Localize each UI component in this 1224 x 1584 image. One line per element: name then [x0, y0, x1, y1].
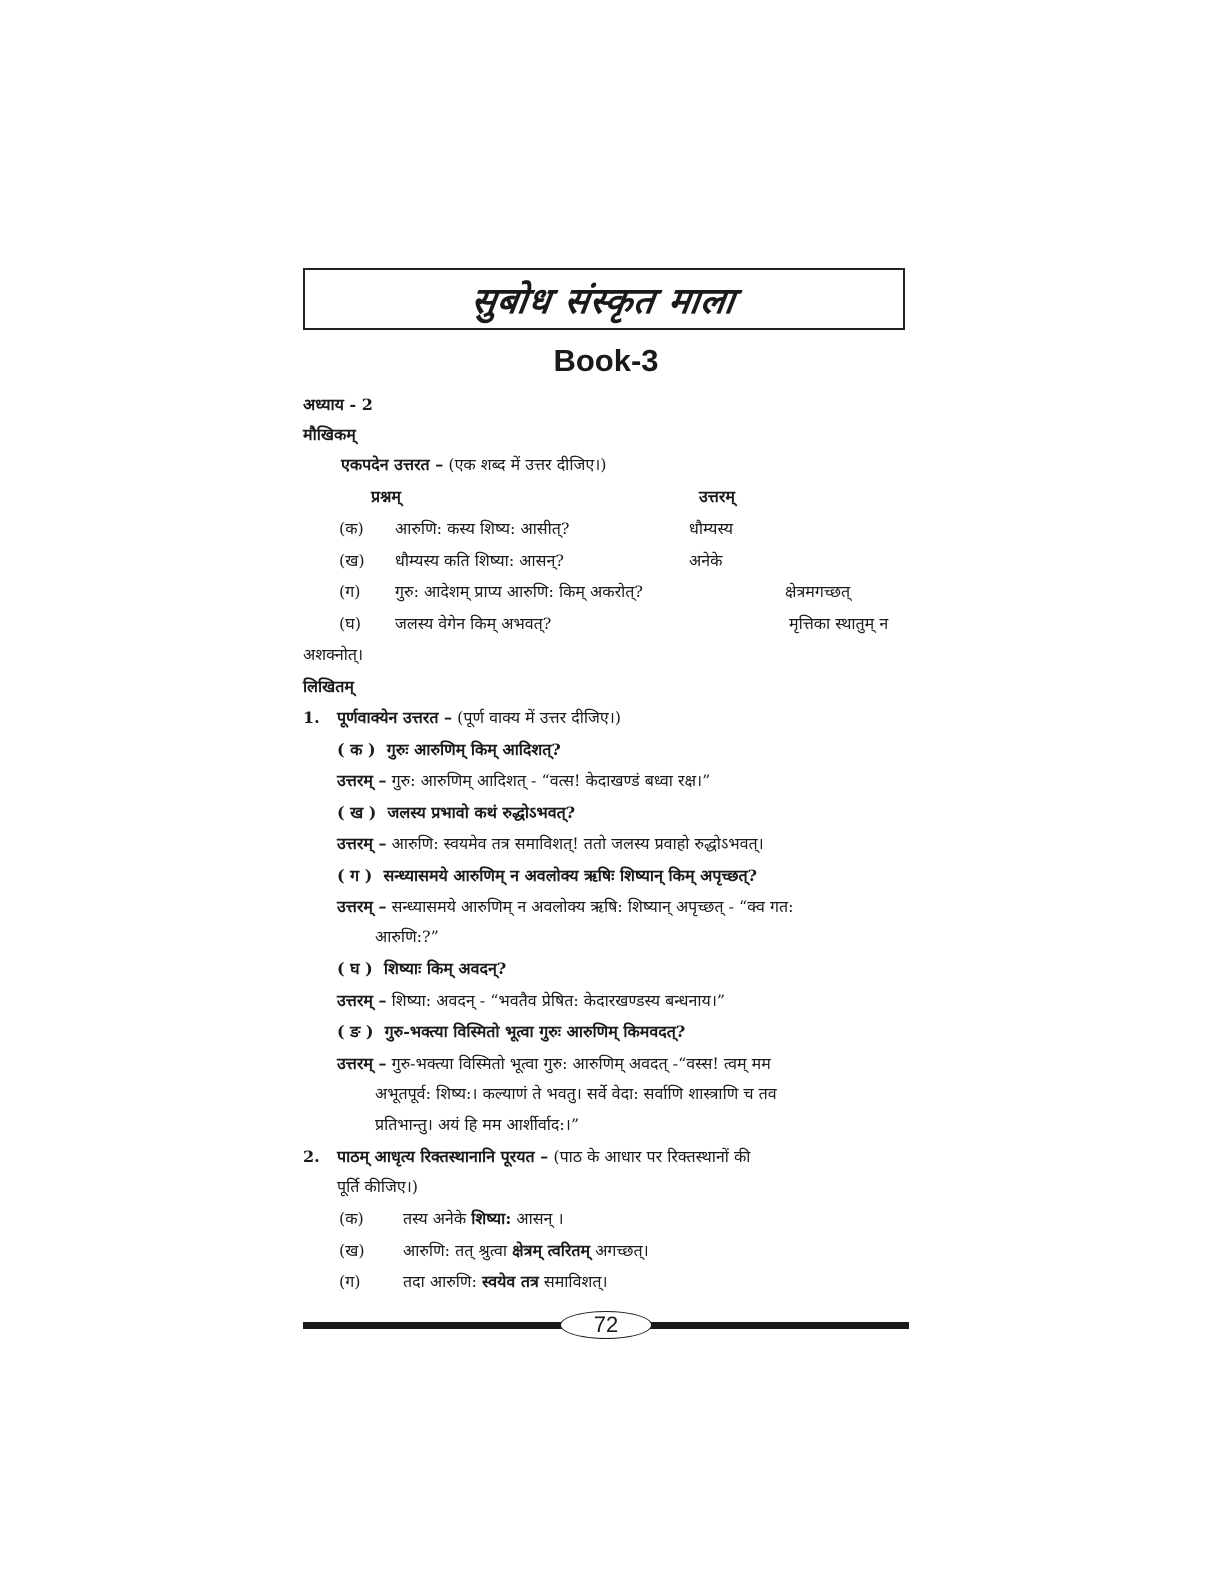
q1-item-question: सन्ध्यासमये आरुणिम् न अवलोक्य ऋषिः शिष्यान् किम् अपृच्छत्? — [383, 866, 758, 885]
answer-text: शिष्या: अवदन् - “भवतैव प्रेषित: केदारखण्डस्य बन्धनाय।” — [391, 991, 726, 1010]
answer-label: उत्तरम् – — [337, 834, 387, 853]
q2-item-sentence — [403, 1240, 649, 1262]
column-answer-header: उत्तरम् — [699, 487, 735, 506]
q2-item-text: समाविशत्। — [543, 1272, 608, 1291]
oral-item-answer-continued: अशक्नोत्। — [303, 645, 364, 664]
book-series-title: सुबोध संस्कृत माला — [469, 280, 739, 322]
q1-item-e-answer — [337, 1053, 771, 1075]
answer-text: आरुणि: स्वयमेव तत्र समाविशत्! ततो जलस्य प्रवाहो रुद्धोऽभवत्। — [391, 834, 764, 853]
q2-item-sentence — [403, 1208, 564, 1230]
answer-text-continued: आरुणि:?” — [375, 927, 439, 946]
q2-instruction — [337, 1146, 750, 1168]
q1-item-a-answer — [337, 770, 710, 792]
q2-item-text: आरुणि: तत् श्रुत्वा — [403, 1241, 508, 1260]
q1-item-label: ( घ ) — [337, 959, 373, 978]
q1-item-b-answer — [337, 833, 764, 855]
oral-item-label: (ग) — [339, 582, 361, 601]
answer-text-continued: प्रतिभान्तु। अयं हि मम आर्शीर्वाद:।” — [375, 1115, 580, 1134]
q1-item-question: गुरुः आरुणिम् किम् आदिशत्? — [386, 740, 561, 759]
q1-item-a-question — [337, 739, 561, 761]
q2-item-label: (ग) — [339, 1272, 361, 1291]
q1-item-d-question — [337, 958, 506, 980]
oral-instruction-hint: (एक शब्द में उत्तर दीजिए।) — [448, 455, 607, 474]
q1-number: 1. — [303, 708, 320, 727]
q2-item-fill: स्वयेव तत्र — [481, 1272, 539, 1291]
q1-item-question: जलस्य प्रभावो कथं रुद्धोऽभवत्? — [387, 803, 576, 822]
title-box — [303, 268, 905, 330]
book-number: Book-3 — [553, 343, 659, 378]
q2-item-label: (क) — [339, 1209, 364, 1228]
oral-item-label: (ख) — [339, 551, 365, 570]
oral-item-answer: क्षेत्रमगच्छत् — [785, 582, 851, 601]
answer-label: उत्तरम् – — [337, 771, 387, 790]
oral-item-question: धौम्यस्य कति शिष्या: आसन्? — [395, 551, 564, 570]
q2-item-fill: क्षेत्रम् त्वरितम् — [512, 1241, 591, 1260]
q2-item-label: (ख) — [339, 1241, 365, 1260]
answer-text: सन्ध्यासमये आरुणिम् न अवलोक्य ऋषि: शिष्यान् अपृच्छत् - “क्व गत: — [391, 897, 794, 916]
q1-instruction-bold: पूर्णवाक्येन उत्तरत – — [337, 708, 453, 727]
q2-item-sentence — [403, 1271, 608, 1293]
oral-item-question: गुरु: आदेशम् प्राप्य आरुणि: किम् अकरोत्? — [395, 582, 643, 601]
q1-item-label: ( ग ) — [337, 866, 373, 885]
q2-item-text: तस्य अनेके — [403, 1209, 467, 1228]
q1-item-b-question — [337, 802, 575, 824]
q1-item-e-question — [337, 1021, 685, 1043]
oral-item-label: (क) — [339, 519, 364, 538]
q1-item-question: शिष्याः किम् अवदन्? — [383, 959, 507, 978]
q1-item-label: ( ख ) — [337, 803, 377, 822]
answer-text: गुरु-भक्त्या विस्मितो भूत्वा गुरु: आरुणिम् अवदत् -“वस्स! त्वम् मम — [391, 1054, 771, 1073]
oral-instruction-bold: एकपदेन उत्तरत – — [341, 455, 444, 474]
q2-item-fill: शिष्या: — [471, 1209, 512, 1228]
q2-item-text: तदा आरुणि: — [403, 1272, 477, 1291]
page-number: 72 — [560, 1311, 652, 1339]
q1-item-c-question — [337, 865, 757, 887]
oral-item-question: जलस्य वेगेन किम् अभवत्? — [395, 614, 552, 633]
written-heading: लिखितम् — [303, 677, 354, 696]
oral-item-answer: मृत्तिका स्थातुम् न — [789, 614, 889, 633]
page-footer — [303, 1310, 909, 1342]
column-question-header: प्रश्नम् — [371, 487, 401, 506]
oral-item-question: आरुणि: कस्य शिष्य: आसीत्? — [395, 519, 570, 538]
q2-item-text: अगच्छत्। — [595, 1241, 649, 1260]
oral-item-answer: अनेके — [689, 551, 723, 570]
q2-instruction-bold: पाठम् आधृत्य रिक्तस्थानानि पूरयत – — [337, 1147, 549, 1166]
q1-instruction — [337, 707, 621, 729]
answer-label: उत्तरम् – — [337, 991, 387, 1010]
page-header — [303, 268, 909, 1291]
q1-item-d-answer — [337, 990, 725, 1012]
q1-instruction-hint: (पूर्ण वाक्य में उत्तर दीजिए।) — [457, 708, 622, 727]
oral-heading: मौखिकम् — [303, 425, 356, 444]
q2-instruction-hint: (पाठ के आधार पर रिक्तस्थानों की — [553, 1147, 751, 1166]
q1-item-question: गुरु-भक्त्या विस्मितो भूत्वा गुरुः आरुणिम् किमवदत्? — [384, 1022, 686, 1041]
q2-item-text: आसन् । — [516, 1209, 564, 1228]
q2-number: 2. — [303, 1147, 320, 1166]
answer-label: उत्तरम् – — [337, 1054, 387, 1073]
oral-item-answer: धौम्यस्य — [689, 519, 733, 538]
chapter-heading: अध्याय - 2 — [303, 395, 373, 414]
q1-item-label: ( ङ ) — [337, 1022, 374, 1041]
q2-instruction-continued: पूर्ति कीजिए।) — [337, 1177, 419, 1196]
oral-instruction — [341, 454, 607, 476]
oral-item-label: (घ) — [339, 614, 361, 633]
q1-item-c-answer — [337, 896, 793, 918]
q1-item-label: ( क ) — [337, 740, 376, 759]
answer-text: गुरु: आरुणिम् आदिशत् - “वत्स! केदाखण्डं बध्वा रक्ष।” — [391, 771, 711, 790]
answer-label: उत्तरम् – — [337, 897, 387, 916]
answer-text-continued: अभूतपूर्व: शिष्य:। कल्याणं ते भवतु। सर्वे वेदा: सर्वाणि शास्त्राणि च तव — [375, 1084, 777, 1103]
